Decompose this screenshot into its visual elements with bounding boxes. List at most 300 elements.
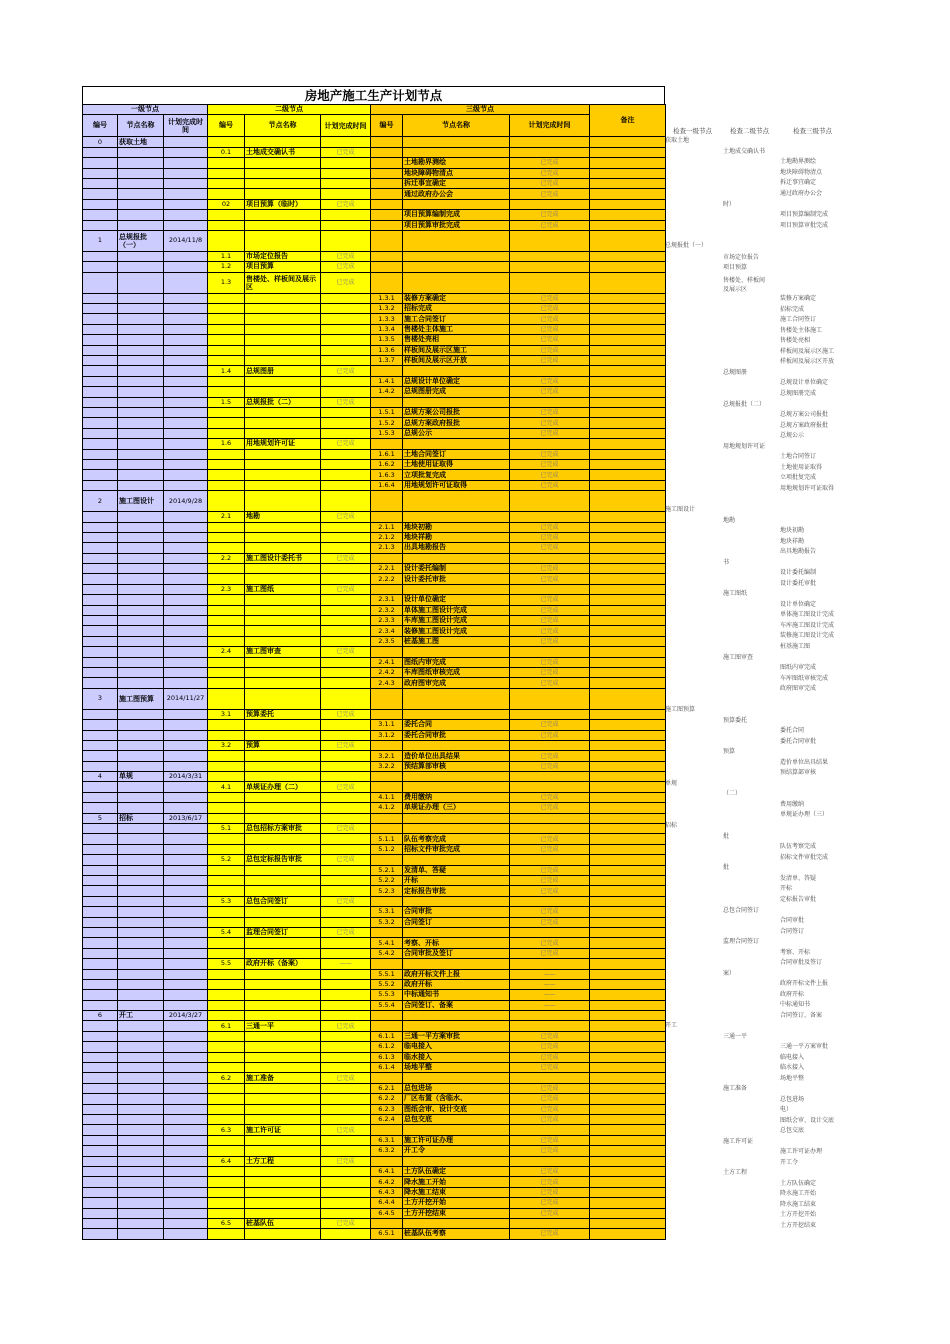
table-row — [83, 1000, 666, 1010]
plan-date: 已完成 — [321, 855, 371, 865]
node-name: 总规报批（二） — [245, 397, 321, 407]
node-name: 桩基队伍 — [245, 1218, 321, 1228]
node-number: 2.3.3 — [371, 616, 403, 626]
node-number: 1.6.1 — [371, 449, 403, 459]
plan-date: 已完成 — [510, 418, 590, 428]
check-note: 设计单位确定 — [780, 601, 817, 608]
node-number: 3.1 — [208, 709, 245, 719]
check-note: 施工许可证办理 — [780, 1148, 823, 1155]
node-name: 三通一平方案审批 — [403, 1031, 510, 1041]
node-number: 6.4 — [208, 1156, 245, 1166]
node-number: 0 — [83, 137, 118, 147]
node-number: 5.2 — [208, 855, 245, 865]
node-name: 政府图审完成 — [403, 678, 510, 688]
check-note: 合同审批及签订 — [780, 959, 823, 966]
plan-date: 已完成 — [321, 1156, 371, 1166]
plan-date: 已完成 — [510, 657, 590, 667]
node-number: 02 — [208, 199, 245, 209]
check-note: 总包进场 — [780, 1096, 805, 1103]
node-name: 开工令 — [403, 1146, 510, 1156]
check-note: 总包交底 — [780, 1127, 805, 1134]
node-name: 政府开标（备案） — [245, 959, 321, 969]
node-name: 政府开标 — [403, 979, 510, 989]
node-number: 1.5.3 — [371, 428, 403, 438]
plan-date: 已完成 — [321, 553, 371, 563]
check-note: 时） — [723, 201, 736, 208]
remark-cell — [590, 345, 666, 355]
remark-cell — [590, 168, 666, 178]
node-name: 政府开标文件上报 — [403, 969, 510, 979]
node-number: 4.1 — [208, 782, 245, 792]
remark-cell — [590, 543, 666, 553]
plan-date: 已完成 — [510, 210, 590, 220]
check-note: 开工 — [665, 1022, 678, 1029]
node-number: 2.4.3 — [371, 678, 403, 688]
remark-cell — [590, 480, 666, 490]
remark-cell — [590, 147, 666, 157]
plan-date: 已完成 — [510, 865, 590, 875]
table-row — [83, 543, 666, 553]
node-name: 总包定标报告审批 — [245, 855, 321, 865]
node-name: 售楼处主体施工 — [403, 324, 510, 334]
node-number: 1.5.2 — [371, 418, 403, 428]
remark-cell — [590, 304, 666, 314]
remark-cell — [590, 418, 666, 428]
plan-date: 已完成 — [510, 459, 590, 469]
table-row — [83, 688, 666, 709]
remark-cell — [590, 1052, 666, 1062]
plan-date: 已完成 — [510, 428, 590, 438]
plan-date: 已完成 — [510, 564, 590, 574]
check-note: 项目预算编制完成 — [780, 211, 829, 218]
l1-name-header: 节点名称 — [118, 115, 164, 137]
check-note: 政府图审完成 — [780, 685, 817, 692]
check-note: 合同签订 — [780, 928, 805, 935]
table-row — [83, 407, 666, 417]
table-row — [83, 1042, 666, 1052]
node-number: 5.2.3 — [371, 886, 403, 896]
table-row — [83, 772, 666, 782]
node-name: 项目预算审批完成 — [403, 220, 510, 230]
remark-cell — [590, 178, 666, 188]
table-row — [83, 917, 666, 927]
l1-no-header: 编号 — [83, 115, 118, 137]
table-row — [83, 1187, 666, 1197]
node-number: 6.4.3 — [371, 1187, 403, 1197]
plan-date: 已完成 — [321, 782, 371, 792]
table-row — [83, 959, 666, 969]
node-name: 售楼处、样板间及展示区 — [245, 272, 321, 293]
plan-date: 已完成 — [510, 1052, 590, 1062]
node-number: 1.6.4 — [371, 480, 403, 490]
level2-header: 二级节点 — [208, 105, 371, 115]
node-number: 5.5.1 — [371, 969, 403, 979]
table-row — [83, 428, 666, 438]
node-name: 施工许可证办理 — [403, 1135, 510, 1145]
check-note: 单规 — [665, 780, 678, 787]
node-name: 招标文件审批完成 — [403, 844, 510, 854]
plan-date: 2014/3/27 — [164, 1011, 208, 1021]
plan-date: 已完成 — [321, 262, 371, 272]
remark-cell — [590, 834, 666, 844]
table-row — [83, 730, 666, 740]
check-note: 场地平整 — [780, 1075, 805, 1082]
node-number: 6.1.3 — [371, 1052, 403, 1062]
node-number: 6.1 — [208, 1021, 245, 1031]
table-row — [83, 1166, 666, 1176]
node-number: 5.2.1 — [371, 865, 403, 875]
remark-cell — [590, 1042, 666, 1052]
check-note: 总规公示 — [780, 432, 805, 439]
plan-date: 已完成 — [510, 1135, 590, 1145]
level1-header: 一级节点 — [83, 105, 208, 115]
node-name: 车库施工图设计完成 — [403, 616, 510, 626]
check-note: 降水施工结束 — [780, 1201, 817, 1208]
remark-cell — [590, 792, 666, 802]
plan-date: 已完成 — [510, 1166, 590, 1176]
plan-date: 已完成 — [321, 927, 371, 937]
check-note: 立项批复完成 — [780, 474, 817, 481]
node-name: 预算委托 — [245, 709, 321, 719]
remark-cell — [590, 314, 666, 324]
table-row — [83, 459, 666, 469]
node-number: 1.3.7 — [371, 356, 403, 366]
remark-cell — [590, 1177, 666, 1187]
level3-header: 三级节点 — [371, 105, 590, 115]
table-row — [83, 1052, 666, 1062]
check-note: 施工准备 — [723, 1085, 748, 1092]
check-note: 总包合同签订 — [723, 907, 760, 914]
plan-date: —— — [510, 979, 590, 989]
remark-cell — [590, 491, 666, 512]
remark-cell — [590, 1073, 666, 1083]
plan-date: 已完成 — [510, 1187, 590, 1197]
node-name: 单规证办理（三） — [403, 803, 510, 813]
remark-cell — [590, 969, 666, 979]
table-row — [83, 969, 666, 979]
remark-cell — [590, 1166, 666, 1176]
node-name: 项目预算编制完成 — [403, 210, 510, 220]
node-number: 3.2.1 — [371, 751, 403, 761]
check-note: 出具地勘报告 — [780, 548, 817, 555]
node-number: 0.1 — [208, 147, 245, 157]
remark-cell — [590, 1031, 666, 1041]
node-number: 1.3.6 — [371, 345, 403, 355]
remark-cell — [590, 324, 666, 334]
check-note: 土地勘界测绘 — [780, 158, 817, 165]
remark-cell — [590, 532, 666, 542]
node-name: 总规报批（一） — [118, 230, 164, 251]
check-note: 招标完成 — [780, 306, 805, 313]
check-note: 开标 — [780, 885, 793, 892]
plan-date: 2014/3/31 — [164, 772, 208, 782]
plan-date: 已完成 — [321, 647, 371, 657]
remark-cell — [590, 740, 666, 750]
node-name: 图纸会审、设计交底 — [403, 1104, 510, 1114]
plan-date: 已完成 — [321, 584, 371, 594]
check-note: 售楼处、样板间 — [723, 277, 766, 284]
plan-date: 已完成 — [510, 470, 590, 480]
node-name: 三通一平 — [245, 1021, 321, 1031]
plan-date: —— — [510, 990, 590, 1000]
table-row — [83, 1011, 666, 1021]
node-name: 队伍考察完成 — [403, 834, 510, 844]
node-number: 6.2.1 — [371, 1083, 403, 1093]
check-note: 施工图审查 — [723, 654, 754, 661]
node-name: 图纸内审完成 — [403, 657, 510, 667]
node-number: 5.1.1 — [371, 834, 403, 844]
plan-date: 2014/11/27 — [164, 688, 208, 709]
plan-date: 已完成 — [510, 1114, 590, 1124]
remark-cell — [590, 574, 666, 584]
table-row — [83, 230, 666, 251]
remark-cell — [590, 512, 666, 522]
node-name: 中标通知书 — [403, 990, 510, 1000]
check-note: 发清单、答疑 — [780, 875, 817, 882]
node-number — [371, 178, 403, 188]
table-row — [83, 865, 666, 875]
node-name: 开工 — [118, 1011, 164, 1021]
node-name: 出具地勘报告 — [403, 543, 510, 553]
table-row — [83, 948, 666, 958]
check-note: 项目预算 — [723, 264, 748, 271]
table-row — [83, 896, 666, 906]
table-row — [83, 605, 666, 615]
remark-cell — [590, 824, 666, 834]
check-note: 招标文件审批完成 — [780, 854, 829, 861]
remark-cell — [590, 459, 666, 469]
node-number: 5 — [83, 813, 118, 823]
node-number: 6.3.2 — [371, 1146, 403, 1156]
remark-cell — [590, 803, 666, 813]
node-number: 6.5 — [208, 1218, 245, 1228]
remark-cell — [590, 948, 666, 958]
node-name: 总包进场 — [403, 1083, 510, 1093]
table-row — [83, 979, 666, 989]
check-note: 车库图纸审核完成 — [780, 675, 829, 682]
node-number: 3.2.2 — [371, 761, 403, 771]
l2-no-header: 编号 — [208, 115, 245, 137]
check-note: 土方开挖结束 — [780, 1222, 817, 1229]
plan-date: 已完成 — [321, 824, 371, 834]
node-number: 1.6.2 — [371, 459, 403, 469]
remark-cell — [590, 1218, 666, 1228]
check-note: 临电接入 — [780, 1054, 805, 1061]
node-name: 桩基施工图 — [403, 636, 510, 646]
plan-date: 已完成 — [510, 1042, 590, 1052]
table-row — [83, 855, 666, 865]
node-number: 2 — [83, 491, 118, 512]
check-note: 施工图设计 — [665, 506, 696, 513]
table-row — [83, 147, 666, 157]
table-row — [83, 834, 666, 844]
plan-date: 已完成 — [510, 407, 590, 417]
plan-date: 已完成 — [510, 220, 590, 230]
plan-date: 已完成 — [510, 324, 590, 334]
node-number: 2.3 — [208, 584, 245, 594]
group-header-row — [83, 105, 666, 115]
table-row — [83, 844, 666, 854]
node-number: 6.2.4 — [371, 1114, 403, 1124]
remark-cell — [590, 1125, 666, 1135]
check-note: 定标报告审批 — [780, 896, 817, 903]
node-name: 单体施工图设计完成 — [403, 605, 510, 615]
plan-date: 已完成 — [510, 449, 590, 459]
node-number: 2.1.2 — [371, 532, 403, 542]
table-row — [83, 335, 666, 345]
check-note: 总规报批（二） — [723, 401, 766, 408]
table-row — [83, 376, 666, 386]
node-name: 土方开挖开始 — [403, 1198, 510, 1208]
table-row — [83, 387, 666, 397]
plan-date: 已完成 — [510, 886, 590, 896]
node-name: 临水接入 — [403, 1052, 510, 1062]
plan-date: 已完成 — [510, 1198, 590, 1208]
side-header-l3: 检查三级节点 — [793, 127, 832, 135]
remark-header: 备注 — [590, 105, 666, 137]
check-note: 样板间及展示区施工 — [780, 348, 835, 355]
plan-table — [82, 104, 666, 1240]
plan-date: 已完成 — [321, 1073, 371, 1083]
table-row — [83, 397, 666, 407]
node-name: 发清单、答疑 — [403, 865, 510, 875]
node-name: 设计委托编制 — [403, 564, 510, 574]
table-row — [83, 616, 666, 626]
node-name: 单规证办理（二） — [245, 782, 321, 792]
node-name: 地块障碍物清点 — [403, 168, 510, 178]
node-name: 设计委托审批 — [403, 574, 510, 584]
remark-cell — [590, 865, 666, 875]
node-name: 样板间及展示区施工 — [403, 345, 510, 355]
remark-cell — [590, 876, 666, 886]
plan-date — [164, 137, 208, 147]
table-row — [83, 1021, 666, 1031]
table-row — [83, 532, 666, 542]
node-name: 定标报告审批 — [403, 886, 510, 896]
node-number: 3.1.2 — [371, 730, 403, 740]
check-note: 批 — [723, 833, 730, 840]
plan-date: 已完成 — [510, 834, 590, 844]
table-row — [83, 1073, 666, 1083]
remark-cell — [590, 564, 666, 574]
table-row — [83, 272, 666, 293]
remark-cell — [590, 376, 666, 386]
check-note: 招标 — [665, 822, 678, 829]
table-row — [83, 158, 666, 168]
node-number: 3 — [83, 688, 118, 709]
table-row — [83, 1146, 666, 1156]
remark-cell — [590, 1011, 666, 1021]
table-row — [83, 636, 666, 646]
check-note: 总规方案公司报批 — [780, 411, 829, 418]
remark-cell — [590, 449, 666, 459]
remark-cell — [590, 199, 666, 209]
plan-date: 已完成 — [510, 1094, 590, 1104]
node-number: 1.3.5 — [371, 335, 403, 345]
table-row — [83, 761, 666, 771]
node-name: 售楼处亮相 — [403, 335, 510, 345]
node-name: 总包招标方案审批 — [245, 824, 321, 834]
node-number: 1.5.1 — [371, 407, 403, 417]
check-note: 单体施工图设计完成 — [780, 611, 835, 618]
node-name: 地块祥勘 — [403, 532, 510, 542]
remark-cell — [590, 761, 666, 771]
plan-date: 已完成 — [510, 345, 590, 355]
plan-date: 已完成 — [510, 667, 590, 677]
remark-cell — [590, 896, 666, 906]
table-row — [83, 626, 666, 636]
node-number: 6.2.2 — [371, 1094, 403, 1104]
node-number: 2.2.2 — [371, 574, 403, 584]
node-number: 5.5.4 — [371, 1000, 403, 1010]
plan-date: —— — [321, 959, 371, 969]
plan-date: 已完成 — [510, 938, 590, 948]
check-note: 地块祥勘 — [780, 538, 805, 545]
check-note: 装修施工图设计完成 — [780, 632, 835, 639]
table-row — [83, 522, 666, 532]
plan-date: 已完成 — [510, 335, 590, 345]
remark-cell — [590, 855, 666, 865]
table-row — [83, 220, 666, 230]
check-note: 用地规划许可证 — [723, 443, 766, 450]
plan-date: 已完成 — [510, 1083, 590, 1093]
remark-cell — [590, 397, 666, 407]
remark-cell — [590, 772, 666, 782]
check-note: 土方队伍确定 — [780, 1180, 817, 1187]
plan-date: 已完成 — [510, 189, 590, 199]
plan-sheet — [82, 86, 665, 1240]
node-name: 招标完成 — [403, 304, 510, 314]
plan-date: 已完成 — [510, 792, 590, 802]
check-note: 中标通知书 — [780, 1001, 811, 1008]
node-number: 1.3.4 — [371, 324, 403, 334]
check-note: 地勘 — [723, 517, 736, 524]
node-number: 1.1 — [208, 251, 245, 261]
node-number: 5.1.2 — [371, 844, 403, 854]
check-note: 项目预算审批完成 — [780, 222, 829, 229]
node-name: 市场定位报告 — [245, 251, 321, 261]
remark-cell — [590, 1208, 666, 1218]
plan-date: 已完成 — [510, 158, 590, 168]
check-note: 地块初勘 — [780, 527, 805, 534]
check-note: 土地成交确认书 — [723, 148, 766, 155]
node-number — [371, 210, 403, 220]
node-number: 4 — [83, 772, 118, 782]
plan-date: 2013/6/17 — [164, 813, 208, 823]
check-note: 政府开标文件上报 — [780, 980, 829, 987]
remark-cell — [590, 210, 666, 220]
plan-date: 已完成 — [510, 636, 590, 646]
side-header-l2: 检查二级节点 — [730, 127, 769, 135]
plan-date: 已完成 — [510, 1177, 590, 1187]
table-row — [83, 1031, 666, 1041]
table-row — [83, 251, 666, 261]
remark-cell — [590, 959, 666, 969]
remark-cell — [590, 1135, 666, 1145]
node-number: 2.2 — [208, 553, 245, 563]
remark-cell — [590, 1198, 666, 1208]
plan-date: 已完成 — [510, 751, 590, 761]
check-note: 拆迁事宜确定 — [780, 179, 817, 186]
plan-date: 已完成 — [510, 1104, 590, 1114]
remark-cell — [590, 522, 666, 532]
table-row — [83, 480, 666, 490]
plan-date: 已完成 — [510, 678, 590, 688]
node-number: 4.1.2 — [371, 803, 403, 813]
node-name: 合同签订、备案 — [403, 1000, 510, 1010]
remark-cell — [590, 907, 666, 917]
check-note: 地块障碍物清点 — [780, 169, 823, 176]
